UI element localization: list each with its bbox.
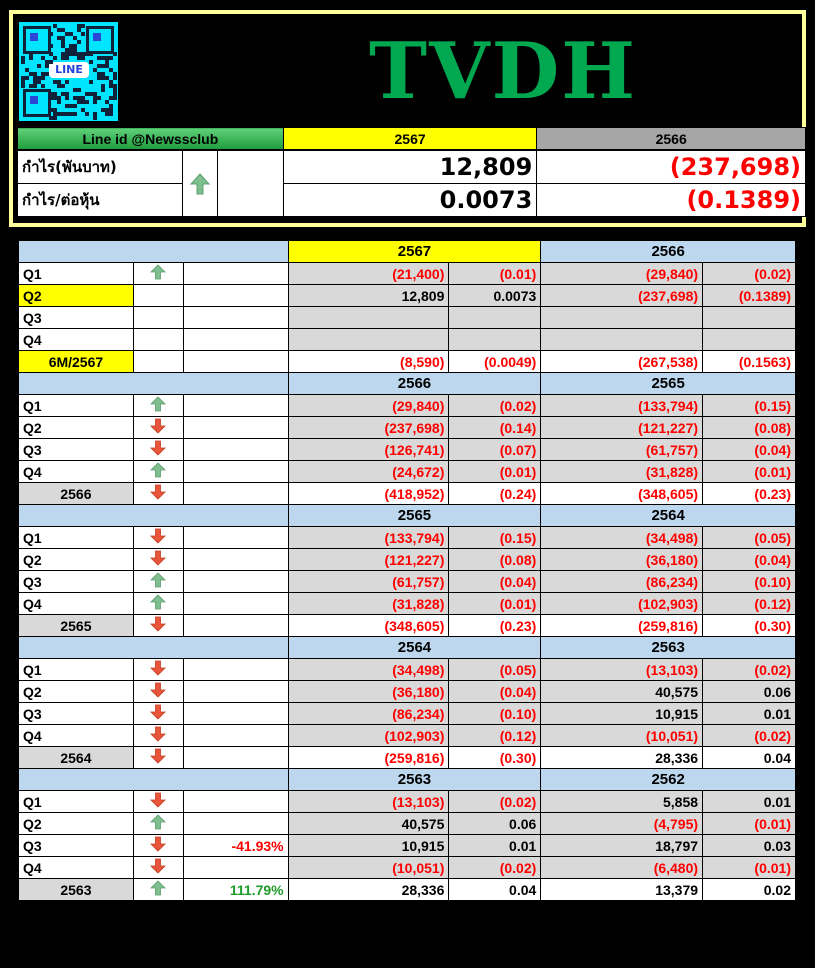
quarter-label: Q2	[19, 813, 134, 835]
qr-module	[89, 80, 93, 84]
value-a1: (8,590)	[288, 351, 449, 373]
section-year-a: 2566	[288, 373, 541, 395]
value-a2	[449, 329, 541, 351]
value-a2: (0.14)	[449, 417, 541, 439]
value-a1	[288, 329, 449, 351]
trend-up-icon	[133, 593, 183, 615]
trend-down-icon	[133, 439, 183, 461]
trend-down-icon	[133, 747, 183, 769]
value-b2: (0.04)	[703, 439, 796, 461]
growth-percent	[183, 549, 288, 571]
value-b1: (6,480)	[541, 857, 703, 879]
growth-percent	[183, 527, 288, 549]
quarter-label: Q2	[19, 285, 134, 307]
qr-module	[77, 40, 81, 44]
growth-percent	[183, 329, 288, 351]
qr-module	[73, 104, 77, 108]
total-label: 2565	[19, 615, 134, 637]
value-a1	[288, 307, 449, 329]
total-label: 2566	[19, 483, 134, 505]
qr-module	[93, 116, 97, 120]
table-row	[19, 549, 796, 571]
line-logo: LINE	[49, 62, 89, 78]
qr-finder-icon	[86, 26, 114, 54]
value-b1: (267,538)	[541, 351, 703, 373]
value-b1: (348,605)	[541, 483, 703, 505]
eps-label: กำไร/ต่อหุ้น	[18, 184, 183, 217]
total-label: 6M/2567	[19, 351, 134, 373]
value-a1: (29,840)	[288, 395, 449, 417]
trend-down-icon	[133, 857, 183, 879]
value-b2: 0.01	[703, 791, 796, 813]
value-b1: (61,757)	[541, 439, 703, 461]
qr-module	[101, 88, 105, 92]
value-b2: (0.30)	[703, 615, 796, 637]
qr-module	[89, 60, 93, 64]
value-a1: (418,952)	[288, 483, 449, 505]
trend-up-icon	[133, 813, 183, 835]
value-b2: (0.1563)	[703, 351, 796, 373]
value-b1	[541, 329, 703, 351]
value-b1: (10,051)	[541, 725, 703, 747]
table-row	[19, 307, 796, 329]
value-b2: 0.04	[703, 747, 796, 769]
trend-cell	[133, 307, 183, 329]
qr-module	[45, 72, 49, 76]
value-b1: 28,336	[541, 747, 703, 769]
section-year-b: 2564	[541, 505, 796, 527]
growth-percent	[183, 461, 288, 483]
growth-percent: -41.93%	[183, 835, 288, 857]
value-b2: 0.06	[703, 681, 796, 703]
section-year-a: 2564	[288, 637, 541, 659]
qr-module	[65, 80, 69, 84]
value-b1	[541, 307, 703, 329]
quarter-label: Q4	[19, 329, 134, 351]
growth-percent	[183, 725, 288, 747]
value-b1: (259,816)	[541, 615, 703, 637]
growth-percent	[183, 263, 288, 285]
table-row	[19, 725, 796, 747]
quarter-label: Q4	[19, 857, 134, 879]
trend-down-icon	[133, 659, 183, 681]
quarter-label: Q2	[19, 549, 134, 571]
qr-module	[41, 84, 45, 88]
growth-percent	[183, 571, 288, 593]
value-b1: 18,797	[541, 835, 703, 857]
trend-down-icon	[133, 681, 183, 703]
value-b2: (0.02)	[703, 659, 796, 681]
value-a2: (0.04)	[449, 571, 541, 593]
value-a1: (13,103)	[288, 791, 449, 813]
qr-module	[77, 88, 81, 92]
qr-module	[81, 32, 85, 36]
value-a1: 40,575	[288, 813, 449, 835]
qr-module	[53, 116, 57, 120]
section-header-blank	[19, 373, 289, 395]
qr-module	[93, 100, 97, 104]
total-row	[19, 483, 796, 505]
table-row	[19, 703, 796, 725]
growth-percent	[183, 483, 288, 505]
value-a2: (0.02)	[449, 791, 541, 813]
section-year-a: 2563	[288, 769, 541, 791]
value-b1: (102,903)	[541, 593, 703, 615]
value-b2: (0.01)	[703, 461, 796, 483]
value-a1: (86,234)	[288, 703, 449, 725]
value-b2: (0.23)	[703, 483, 796, 505]
qr-module	[33, 84, 37, 88]
value-a1: 10,915	[288, 835, 449, 857]
table-row	[19, 395, 796, 417]
value-a2: 0.0073	[449, 285, 541, 307]
qr-module	[57, 100, 61, 104]
growth-percent	[183, 703, 288, 725]
qr-module	[45, 64, 49, 68]
value-b2: (0.15)	[703, 395, 796, 417]
table-row	[19, 329, 796, 351]
value-b2: (0.1389)	[703, 285, 796, 307]
value-a1: 12,809	[288, 285, 449, 307]
table-row	[19, 417, 796, 439]
value-b1: 13,379	[541, 879, 703, 901]
value-b2: (0.10)	[703, 571, 796, 593]
quarter-label: Q1	[19, 527, 134, 549]
line-id-label[interactable]: Line id @Newssclub	[18, 128, 284, 150]
value-a2: 0.06	[449, 813, 541, 835]
value-b1: (237,698)	[541, 285, 703, 307]
trend-up-icon	[133, 571, 183, 593]
year-current-header: 2567	[283, 128, 537, 150]
total-label: 2564	[19, 747, 134, 769]
table-row	[19, 571, 796, 593]
table-row	[19, 461, 796, 483]
section-header	[19, 505, 796, 527]
table-row	[19, 681, 796, 703]
total-row	[19, 351, 796, 373]
value-b2: (0.02)	[703, 725, 796, 747]
growth-percent	[183, 681, 288, 703]
quarter-label: Q4	[19, 461, 134, 483]
value-b1: (13,103)	[541, 659, 703, 681]
trend-up-icon	[133, 461, 183, 483]
value-a2: (0.01)	[449, 461, 541, 483]
value-b1: (4,795)	[541, 813, 703, 835]
value-b1: (36,180)	[541, 549, 703, 571]
table-row	[19, 263, 796, 285]
trend-cell	[133, 351, 183, 373]
value-a1: (133,794)	[288, 527, 449, 549]
table-row	[19, 439, 796, 461]
value-a1: (121,227)	[288, 549, 449, 571]
value-b2: (0.01)	[703, 857, 796, 879]
value-a1: (348,605)	[288, 615, 449, 637]
value-a1: (259,816)	[288, 747, 449, 769]
value-b1: 10,915	[541, 703, 703, 725]
value-b1: (34,498)	[541, 527, 703, 549]
value-b1: 5,858	[541, 791, 703, 813]
section-header	[19, 373, 796, 395]
qr-module	[49, 60, 53, 64]
value-a2: (0.12)	[449, 725, 541, 747]
total-row	[19, 615, 796, 637]
qr-module	[25, 76, 29, 80]
value-a2: (0.0049)	[449, 351, 541, 373]
total-label: 2563	[19, 879, 134, 901]
value-b2	[703, 307, 796, 329]
section-year-b: 2566	[541, 241, 796, 263]
qr-module	[113, 96, 117, 100]
growth-percent: 111.79%	[183, 879, 288, 901]
trend-cell	[133, 329, 183, 351]
value-a2: (0.24)	[449, 483, 541, 505]
qr-finder-icon	[23, 89, 51, 117]
value-a2: (0.04)	[449, 681, 541, 703]
quarter-label: Q1	[19, 791, 134, 813]
table-row	[19, 813, 796, 835]
qr-module	[113, 52, 117, 56]
quarter-label: Q4	[19, 725, 134, 747]
profit-label: กำไร(พันบาท)	[18, 151, 183, 184]
growth-percent	[183, 593, 288, 615]
quarter-label: Q3	[19, 835, 134, 857]
value-b2: (0.04)	[703, 549, 796, 571]
qr-finder-icon	[23, 26, 51, 54]
trend-down-icon	[133, 549, 183, 571]
quarter-label: Q1	[19, 263, 134, 285]
qr-module	[37, 64, 41, 68]
quarter-label: Q3	[19, 439, 134, 461]
qr-module	[81, 24, 85, 28]
blank-cell	[217, 151, 283, 217]
value-a1: (61,757)	[288, 571, 449, 593]
trend-down-icon	[133, 527, 183, 549]
section-year-a: 2567	[288, 241, 541, 263]
trend-up-icon	[133, 263, 183, 285]
qr-module	[73, 112, 77, 116]
qr-module	[21, 84, 25, 88]
growth-percent	[183, 615, 288, 637]
qr-module	[85, 112, 89, 116]
value-b1: 40,575	[541, 681, 703, 703]
qr-module	[65, 96, 69, 100]
value-a2: (0.02)	[449, 395, 541, 417]
growth-percent	[183, 395, 288, 417]
growth-percent	[183, 791, 288, 813]
qr-module	[65, 56, 69, 60]
total-row	[19, 879, 796, 901]
value-a2: (0.05)	[449, 659, 541, 681]
quarter-label: Q1	[19, 395, 134, 417]
total-row	[19, 747, 796, 769]
summary-table	[17, 127, 806, 150]
qr-module	[29, 56, 33, 60]
line-qr-code[interactable]	[19, 22, 118, 121]
trend-up-icon	[133, 879, 183, 901]
value-b2: (0.02)	[703, 263, 796, 285]
table-row	[19, 593, 796, 615]
quarter-label: Q3	[19, 571, 134, 593]
growth-percent	[183, 857, 288, 879]
growth-percent	[183, 747, 288, 769]
value-b2: 0.01	[703, 703, 796, 725]
value-a2: 0.04	[449, 879, 541, 901]
section-header-blank	[19, 637, 289, 659]
value-a1: (36,180)	[288, 681, 449, 703]
header-frame	[9, 10, 806, 227]
quarterly-table	[18, 240, 796, 901]
summary-values-table	[17, 150, 806, 217]
trend-up-icon	[182, 151, 217, 217]
value-a1: (237,698)	[288, 417, 449, 439]
value-a1: 28,336	[288, 879, 449, 901]
value-b1: (29,840)	[541, 263, 703, 285]
value-b2: (0.01)	[703, 813, 796, 835]
section-header	[19, 637, 796, 659]
growth-percent	[183, 351, 288, 373]
growth-percent	[183, 417, 288, 439]
section-year-b: 2562	[541, 769, 796, 791]
value-b1: (86,234)	[541, 571, 703, 593]
eps-current: 0.0073	[283, 184, 537, 217]
qr-module	[41, 76, 45, 80]
qr-module	[109, 56, 113, 60]
growth-percent	[183, 307, 288, 329]
qr-module	[113, 76, 117, 80]
qr-module	[49, 44, 53, 48]
growth-percent	[183, 285, 288, 307]
qr-module	[61, 84, 65, 88]
trend-down-icon	[133, 703, 183, 725]
trend-down-icon	[133, 725, 183, 747]
year-prev-header: 2566	[537, 128, 806, 150]
value-a2: (0.23)	[449, 615, 541, 637]
value-a1: (102,903)	[288, 725, 449, 747]
quarter-label: Q2	[19, 681, 134, 703]
value-a2: (0.01)	[449, 263, 541, 285]
table-row	[19, 659, 796, 681]
trend-down-icon	[133, 483, 183, 505]
trend-down-icon	[133, 835, 183, 857]
value-a2: (0.08)	[449, 549, 541, 571]
value-b1: (133,794)	[541, 395, 703, 417]
section-year-b: 2563	[541, 637, 796, 659]
table-row	[19, 857, 796, 879]
table-row	[19, 285, 796, 307]
value-a2	[449, 307, 541, 329]
value-a2: (0.15)	[449, 527, 541, 549]
growth-percent	[183, 439, 288, 461]
value-b2: 0.03	[703, 835, 796, 857]
trend-up-icon	[133, 395, 183, 417]
profit-current: 12,809	[283, 151, 537, 184]
section-header-blank	[19, 769, 289, 791]
quarter-label: Q4	[19, 593, 134, 615]
value-a2: (0.07)	[449, 439, 541, 461]
growth-percent	[183, 659, 288, 681]
profit-prev: (237,698)	[537, 151, 806, 184]
section-year-a: 2565	[288, 505, 541, 527]
value-a1: (31,828)	[288, 593, 449, 615]
quarter-label: Q3	[19, 307, 134, 329]
table-row	[19, 835, 796, 857]
section-header-blank	[19, 505, 289, 527]
value-a1: (34,498)	[288, 659, 449, 681]
value-b2	[703, 329, 796, 351]
header-panel	[13, 14, 802, 223]
trend-down-icon	[133, 615, 183, 637]
trend-down-icon	[133, 791, 183, 813]
qr-module	[53, 56, 57, 60]
qr-module	[97, 96, 101, 100]
table-row	[19, 527, 796, 549]
qr-module	[81, 56, 85, 60]
value-b2: (0.05)	[703, 527, 796, 549]
section-header	[19, 241, 796, 263]
section-header-blank	[19, 241, 289, 263]
qr-module	[49, 32, 53, 36]
section-year-b: 2565	[541, 373, 796, 395]
value-a1: (24,672)	[288, 461, 449, 483]
trend-down-icon	[133, 417, 183, 439]
brand-title: TVDH	[369, 26, 637, 117]
value-a2: (0.10)	[449, 703, 541, 725]
qr-module	[21, 60, 25, 64]
quarter-label: Q3	[19, 703, 134, 725]
value-a2: (0.01)	[449, 593, 541, 615]
value-b1: (31,828)	[541, 461, 703, 483]
value-b1: (121,227)	[541, 417, 703, 439]
value-b2: 0.02	[703, 879, 796, 901]
value-a1: (21,400)	[288, 263, 449, 285]
value-b2: (0.08)	[703, 417, 796, 439]
qr-module	[85, 100, 89, 104]
value-a1: (126,741)	[288, 439, 449, 461]
value-a2: (0.02)	[449, 857, 541, 879]
value-b2: (0.12)	[703, 593, 796, 615]
quarter-label: Q2	[19, 417, 134, 439]
growth-percent	[183, 813, 288, 835]
value-a1: (10,051)	[288, 857, 449, 879]
qr-module	[109, 112, 113, 116]
qr-module	[89, 52, 93, 56]
quarter-label: Q1	[19, 659, 134, 681]
trend-cell	[133, 285, 183, 307]
value-a2: (0.30)	[449, 747, 541, 769]
eps-prev: (0.1389)	[537, 184, 806, 217]
value-a2: 0.01	[449, 835, 541, 857]
section-header	[19, 769, 796, 791]
table-row	[19, 791, 796, 813]
